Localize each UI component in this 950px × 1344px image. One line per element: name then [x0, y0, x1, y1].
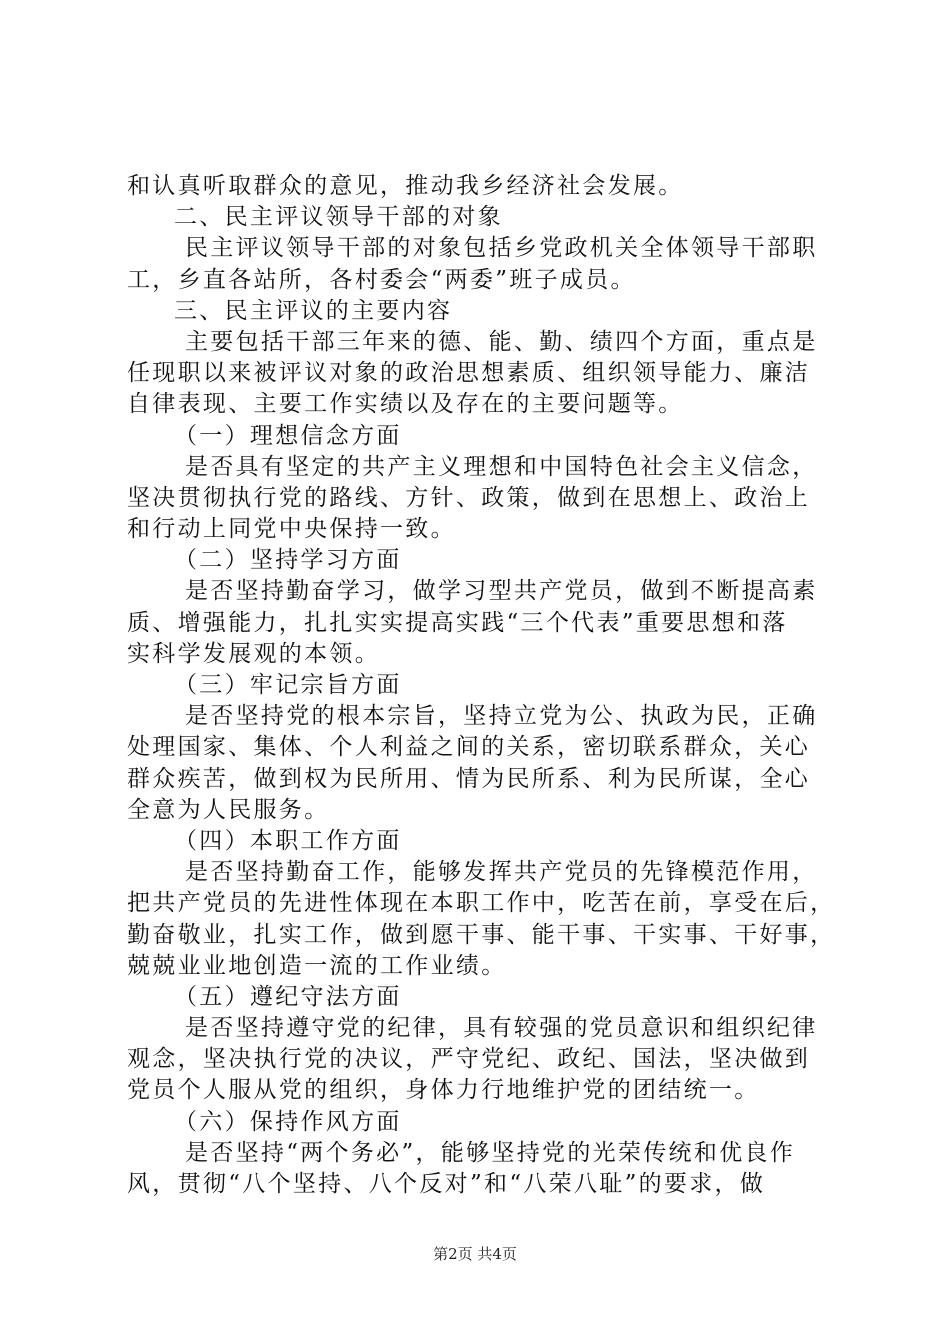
text-line: 工，乡直各站所，各村委会“两委”班子成员。: [127, 266, 636, 293]
text-line: 自律表现、主要工作实绩以及存在的主要问题等。: [127, 391, 684, 418]
text-line: 党员个人服从党的组织，身体力行地维护党的团结统一。: [127, 1077, 760, 1104]
text-line: 是否坚持勤奋学习，做学习型共产党员，做到不断提高素: [185, 578, 818, 605]
section-heading: （一）理想信念方面: [174, 422, 402, 449]
text-line: 是否坚持勤奋工作，能够发挥共产党员的先锋模范作用，: [185, 859, 818, 886]
text-line: 是否坚持遵守党的纪律，具有较强的党员意识和组织纪律: [185, 1015, 818, 1042]
paragraph-lines: [127, 171, 837, 1200]
section-heading: （三）牢记宗旨方面: [174, 672, 402, 698]
text-line: 实科学发展观的本领。: [127, 640, 380, 667]
text-line: 和认真听取群众的意见，推动我乡经济社会发展。: [127, 173, 684, 199]
text-line: 是否具有坚定的共产主义理想和中国特色社会主义信念，: [185, 453, 818, 480]
section-heading: （四）本职工作方面: [174, 827, 402, 854]
section-heading: 三、民主评议的主要内容: [174, 297, 453, 324]
text-line: 坚决贯彻执行党的路线、方针、政策，做到在思想上、政治上: [127, 484, 811, 511]
text-line: 风，贯彻“八个坚持、八个反对”和“八荣八耻”的要求，做: [127, 1171, 766, 1197]
text-line: 群众疾苦，做到权为民所用、情为民所系、利为民所谋，全心: [127, 765, 811, 792]
text-line: 主要包括干部三年来的德、能、勤、绩四个方面，重点是: [185, 328, 818, 355]
section-heading: （五）遵纪守法方面: [174, 983, 402, 1010]
section-heading: （二）坚持学习方面: [174, 547, 402, 574]
text-line: 观念，坚决执行党的决议，严守党纪、政纪、国法，坚决做到: [127, 1046, 811, 1073]
page-footer: 第2页 共4页: [433, 1245, 517, 1263]
text-line: 民主评议领导干部的对象包括乡党政机关全体领导干部职: [185, 235, 818, 262]
text-line: 兢兢业业地创造一流的工作业绩。: [127, 952, 507, 979]
text-line: 勤奋敬业，扎实工作，做到愿干事、能干事、干实事、干好事，: [127, 921, 836, 948]
text-line: 任现职以来被评议对象的政治思想素质、组织领导能力、廉洁: [127, 360, 811, 387]
text-line: 全意为人民服务。: [127, 796, 330, 823]
text-line: 处理国家、集体、个人利益之间的关系，密切联系群众，关心: [127, 734, 811, 761]
section-heading: （六）保持作风方面: [174, 1108, 402, 1135]
document-body: [127, 171, 837, 1200]
text-line: 是否坚持“两个务必”，能够坚持党的光荣传统和优良作: [185, 1139, 796, 1166]
section-heading: 二、民主评议领导干部的对象: [174, 204, 503, 231]
text-line: 质、增强能力，扎扎实实提高实践“三个代表”重要思想和落: [127, 609, 788, 636]
text-line: 和行动上同党中央保持一致。: [127, 516, 456, 543]
text-line: 把共产党员的先进性体现在本职工作中，吃苦在前，享受在后，: [127, 890, 836, 917]
text-line: 是否坚持党的根本宗旨，坚持立党为公、执政为民，正确: [185, 703, 818, 730]
